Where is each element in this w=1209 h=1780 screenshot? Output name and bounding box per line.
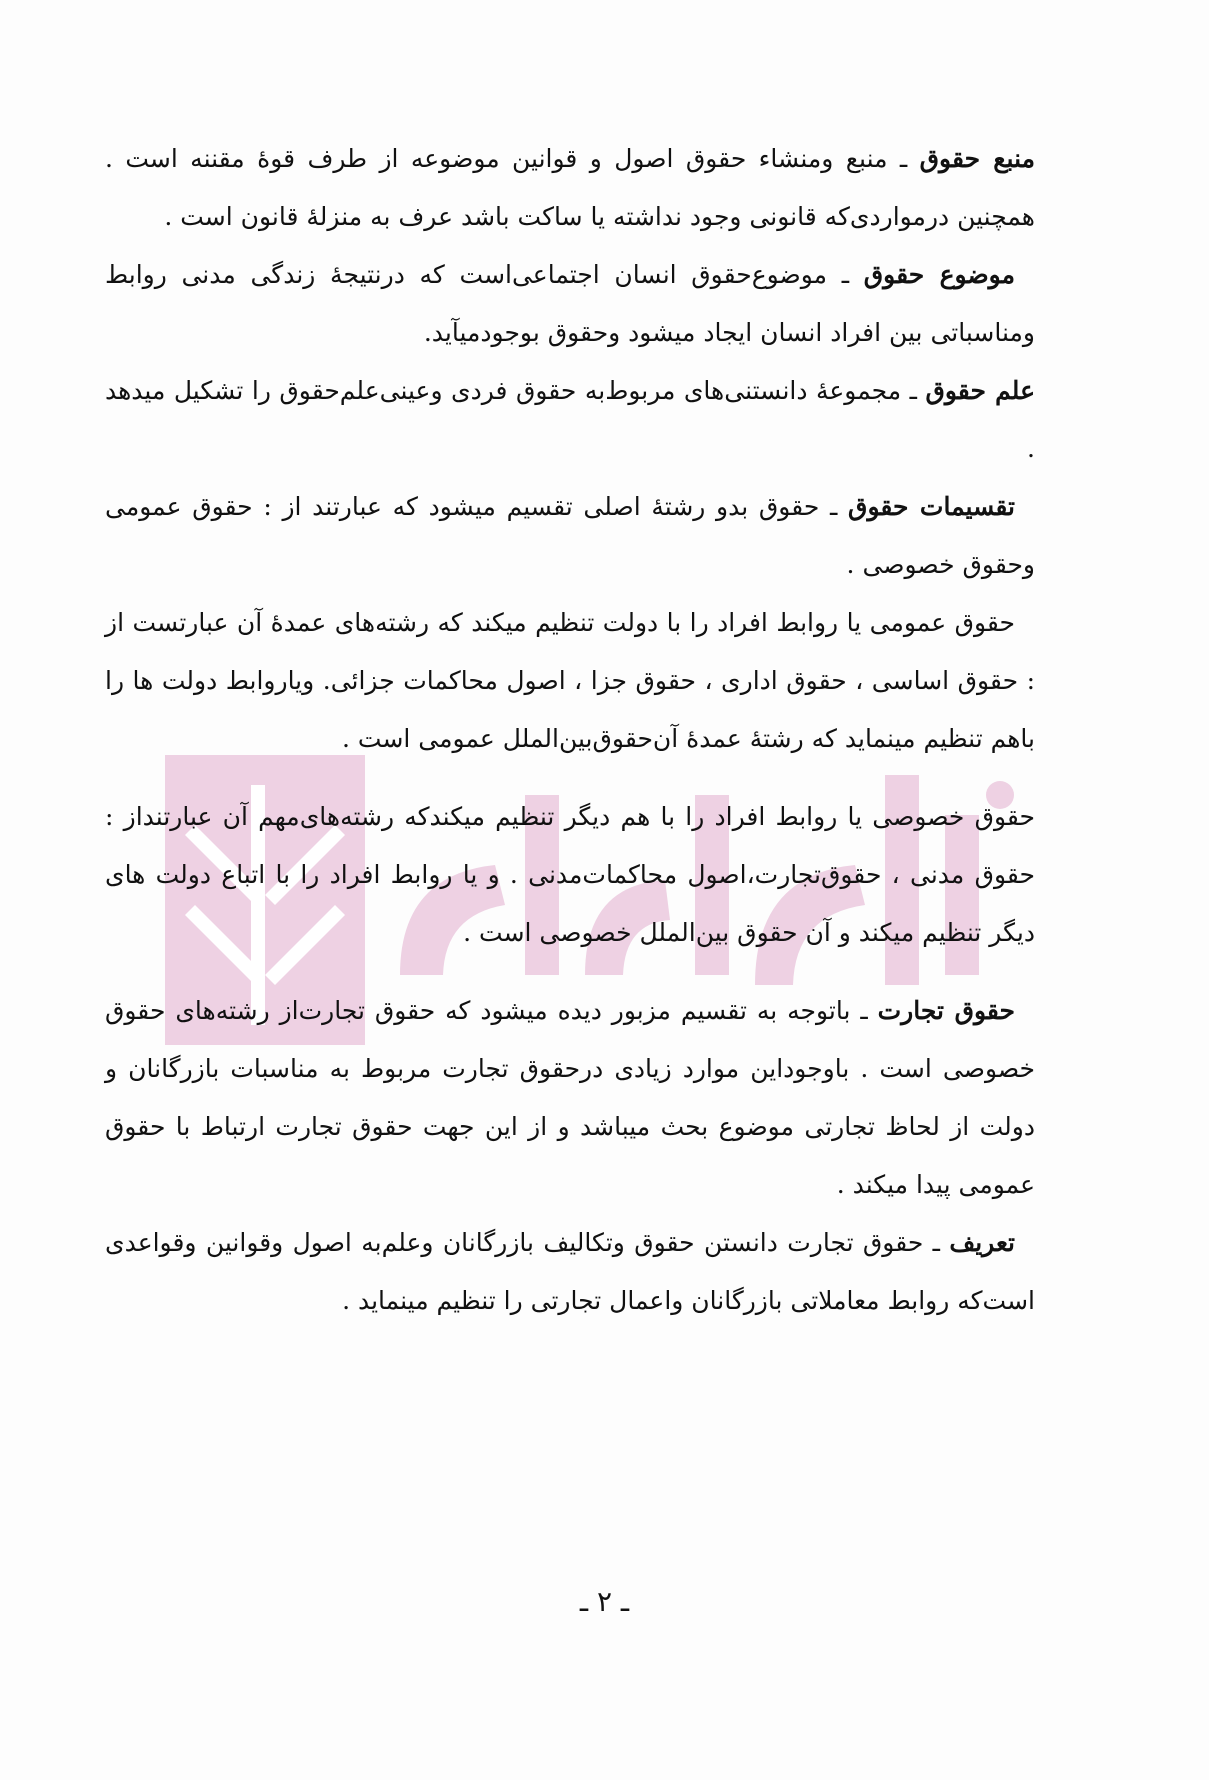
- term-heading: منبع حقوق: [919, 144, 1036, 173]
- paragraph-text: حقوق خصوصی یا روابط افراد را با هم دیگر تنظیم میکندکه رشته‌های‌مهم آن عبارتنداز : حقوق مدنی ، حقوق‌تجارت،اصول محاکمات‌مدنی . و یا روابط افراد را با اتباع دولت های دیگر تنظیم میکند و آن حقوق بین‌الملل خصوصی است .: [105, 802, 1035, 947]
- paragraph-text: ـ موضوع‌حقوق انسان اجتماعی‌است که درنتیجهٔ زندگی مدنی روابط ومناسباتی بین افراد انسان ایجاد میشود وحقوق بوجودمیآید.: [105, 260, 1035, 347]
- paragraph-divisions-of-law: [105, 478, 1035, 594]
- paragraph-source-of-law: [105, 130, 1035, 246]
- paragraph-text: ـ حقوق تجارت دانستن حقوق وتکالیف بازرگانان وعلم‌به اصول وقوانین وقواعدی است‌که روابط معاملاتی بازرگانان واعمال تجارتی را تنظیم مینماید .: [105, 1228, 1035, 1315]
- term-heading: حقوق تجارت: [877, 996, 1015, 1025]
- paragraph-text: حقوق عمومی یا روابط افراد را با دولت تنظیم میکند که رشته‌های عمدهٔ آن عبارتست از : حقوق اساسی ، حقوق اداری ، حقوق جزا ، اصول محاکمات جزائی. ویاروابط دولت ها را باهم تنظیم مینماید که رشتهٔ عمدهٔ آن‌حقوق‌بین‌الملل عمومی است .: [105, 608, 1035, 753]
- paragraph-commercial-law: [105, 982, 1035, 1214]
- document-body: [105, 130, 1035, 1330]
- term-heading: موضوع حقوق: [863, 260, 1015, 289]
- paragraph-text: ـ حقوق بدو رشتهٔ اصلی تقسیم میشود که عبارتند از : حقوق عمومی وحقوق خصوصی .: [105, 492, 1035, 579]
- page-number: ـ ۲ ـ: [579, 1585, 630, 1618]
- paragraph-text: ـ مجموعهٔ دانستنی‌های مربوط‌به حقوق فردی وعینی‌علم‌حقوق را تشکیل میدهد .: [105, 376, 1035, 463]
- paragraph-definition: [105, 1214, 1035, 1330]
- paragraph-text: ـ باتوجه به تقسیم مزبور دیده میشود که حقوق تجارت‌از رشته‌های حقوق خصوصی است . باوجوداین موارد زیادی درحقوق تجارت مربوط به مناسبات بازرگانان و دولت از لحاظ تجارتی موضوع بحث میباشد و از این جهت حقوق تجارت ارتباط با حقوق عمومی پیدا میکند .: [105, 996, 1035, 1199]
- term-heading: علم حقوق: [925, 376, 1035, 405]
- term-heading: تعریف: [949, 1228, 1015, 1257]
- paragraph-science-of-law: [105, 362, 1035, 478]
- paragraph-private-law: [105, 788, 1035, 962]
- paragraph-subject-of-law: [105, 246, 1035, 362]
- term-heading: تقسیمات حقوق: [848, 492, 1015, 521]
- watermark-text: دادپارار: [663, 1025, 667, 1026]
- paragraph-text: ـ منبع ومنشاء حقوق اصول و قوانین موضوعه از طرف قوهٔ مقننه است . همچنین درمواردی‌که قانونی وجود نداشته یا ساکت باشد عرف به منزلهٔ قانون است .: [105, 144, 1035, 231]
- paragraph-public-law: [105, 594, 1035, 768]
